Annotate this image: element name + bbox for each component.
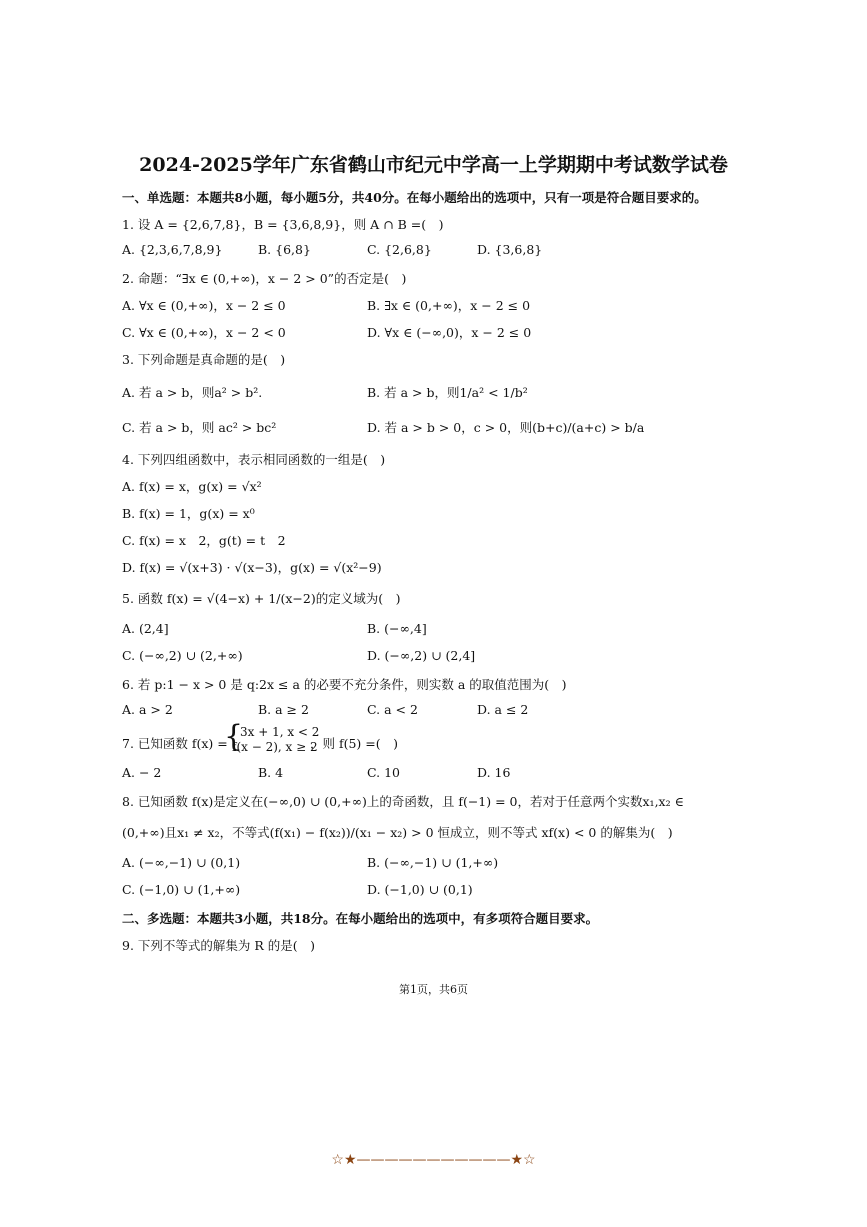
question-5-option-a: A. (2,4] bbox=[122, 621, 169, 636]
section-heading-multiple-choice: 二、多选题：本题共3小题，共18分。在每小题给出的选项中，有多项符合题目要求。 bbox=[122, 911, 599, 926]
question-7-case-2: f(x − 2), x ≥ 2 bbox=[232, 740, 318, 754]
question-3-option-c: C. 若 a > b，则 ac² > bc² bbox=[122, 420, 277, 435]
question-4-option-b: B. f(x) = 1，g(x) = x⁰ bbox=[122, 506, 255, 521]
question-1-option-d: D. {3,6,8} bbox=[477, 242, 543, 257]
question-8-option-a: A. (−∞,−1) ∪ (0,1) bbox=[122, 855, 241, 870]
question-8-option-d: D. (−1,0) ∪ (0,1) bbox=[367, 882, 473, 897]
question-3-stem: 3. 下列命题是真命题的是( ) bbox=[122, 352, 286, 367]
question-5-stem: 5. 函数 f(x) = √(4−x) + 1/(x−2)的定义域为( ) bbox=[122, 591, 401, 606]
question-6-option-a: A. a > 2 bbox=[122, 702, 173, 717]
footer-decoration: ☆★———————————★☆ bbox=[331, 1152, 536, 1168]
question-5-option-c: C. (−∞,2) ∪ (2,+∞) bbox=[122, 648, 243, 663]
question-1-option-b: B. {6,8} bbox=[258, 242, 311, 257]
question-6-stem: 6. 若 p:1 − x > 0 是 q:2x ≤ a 的必要不充分条件，则实数 a 的取值范围为( ) bbox=[122, 677, 567, 692]
question-3-option-b: B. 若 a > b，则1/a² < 1/b² bbox=[367, 385, 528, 400]
question-7-stem-post: ，则 f(5) =( ) bbox=[310, 736, 399, 751]
question-3-option-a: A. 若 a > b，则a² > b². bbox=[122, 385, 263, 400]
question-4-option-c: C. f(x) = x 2，g(t) = t 2 bbox=[122, 533, 286, 548]
question-8-stem-line-2: (0,+∞)且x₁ ≠ x₂，不等式(f(x₁) − f(x₂))/(x₁ − x₂) > 0 恒成立，则不等式 xf(x) < 0 的解集为( ) bbox=[122, 825, 673, 840]
question-7-option-a: A. − 2 bbox=[122, 765, 162, 780]
question-3-option-d: D. 若 a > b > 0，c > 0，则(b+c)/(a+c) > b/a bbox=[367, 420, 645, 435]
question-7-stem-pre: 7. 已知函数 f(x) = bbox=[122, 736, 228, 751]
question-1-option-c: C. {2,6,8} bbox=[367, 242, 432, 257]
question-5-option-b: B. (−∞,4] bbox=[367, 621, 427, 636]
question-2-stem: 2. 命题：“∃x ∈ (0,+∞)，x − 2 > 0”的否定是( ) bbox=[122, 271, 407, 286]
page-number: 第1页，共6页 bbox=[399, 983, 468, 996]
question-7-option-c: C. 10 bbox=[367, 765, 400, 780]
question-2-option-a: A. ∀x ∈ (0,+∞)，x − 2 ≤ 0 bbox=[122, 298, 286, 313]
question-8-option-c: C. (−1,0) ∪ (1,+∞) bbox=[122, 882, 241, 897]
question-2-option-c: C. ∀x ∈ (0,+∞)，x − 2 < 0 bbox=[122, 325, 286, 340]
question-7-case-1: 3x + 1, x < 2 bbox=[240, 725, 320, 739]
question-6-option-d: D. a ≤ 2 bbox=[477, 702, 529, 717]
page-title: 2024-2025学年广东省鹤山市纪元中学高一上学期期中考试数学试卷 bbox=[139, 154, 728, 176]
section-heading-single-choice: 一、单选题：本题共8小题，每小题5分，共40分。在每小题给出的选项中，只有一项是符合题目要求的。 bbox=[122, 190, 707, 205]
question-6-option-b: B. a ≥ 2 bbox=[258, 702, 309, 717]
question-1-option-a: A. {2,3,6,7,8,9} bbox=[122, 242, 223, 257]
question-7-option-d: D. 16 bbox=[477, 765, 511, 780]
question-2-option-d: D. ∀x ∈ (−∞,0)，x − 2 ≤ 0 bbox=[367, 325, 532, 340]
question-4-option-a: A. f(x) = x，g(x) = √x² bbox=[122, 479, 262, 494]
question-2-option-b: B. ∃x ∈ (0,+∞)，x − 2 ≤ 0 bbox=[367, 298, 531, 313]
brace-icon: { bbox=[224, 719, 244, 754]
question-5-option-d: D. (−∞,2) ∪ (2,4] bbox=[367, 648, 476, 663]
question-1-stem: 1. 设 A = {2,6,7,8}，B = {3,6,8,9}，则 A ∩ B =( ) bbox=[122, 217, 444, 232]
question-6-option-c: C. a < 2 bbox=[367, 702, 418, 717]
question-4-stem: 4. 下列四组函数中，表示相同函数的一组是( ) bbox=[122, 452, 386, 467]
question-7-option-b: B. 4 bbox=[258, 765, 284, 780]
question-9-stem: 9. 下列不等式的解集为 R 的是( ) bbox=[122, 938, 316, 953]
question-4-option-d: D. f(x) = √(x+3) · √(x−3)，g(x) = √(x²−9) bbox=[122, 560, 382, 575]
question-8-stem-line-1: 8. 已知函数 f(x)是定义在(−∞,0) ∪ (0,+∞)上的奇函数，且 f(−1) = 0，若对于任意两个实数x₁,x₂ ∈ bbox=[122, 794, 684, 809]
question-8-option-b: B. (−∞,−1) ∪ (1,+∞) bbox=[367, 855, 499, 870]
